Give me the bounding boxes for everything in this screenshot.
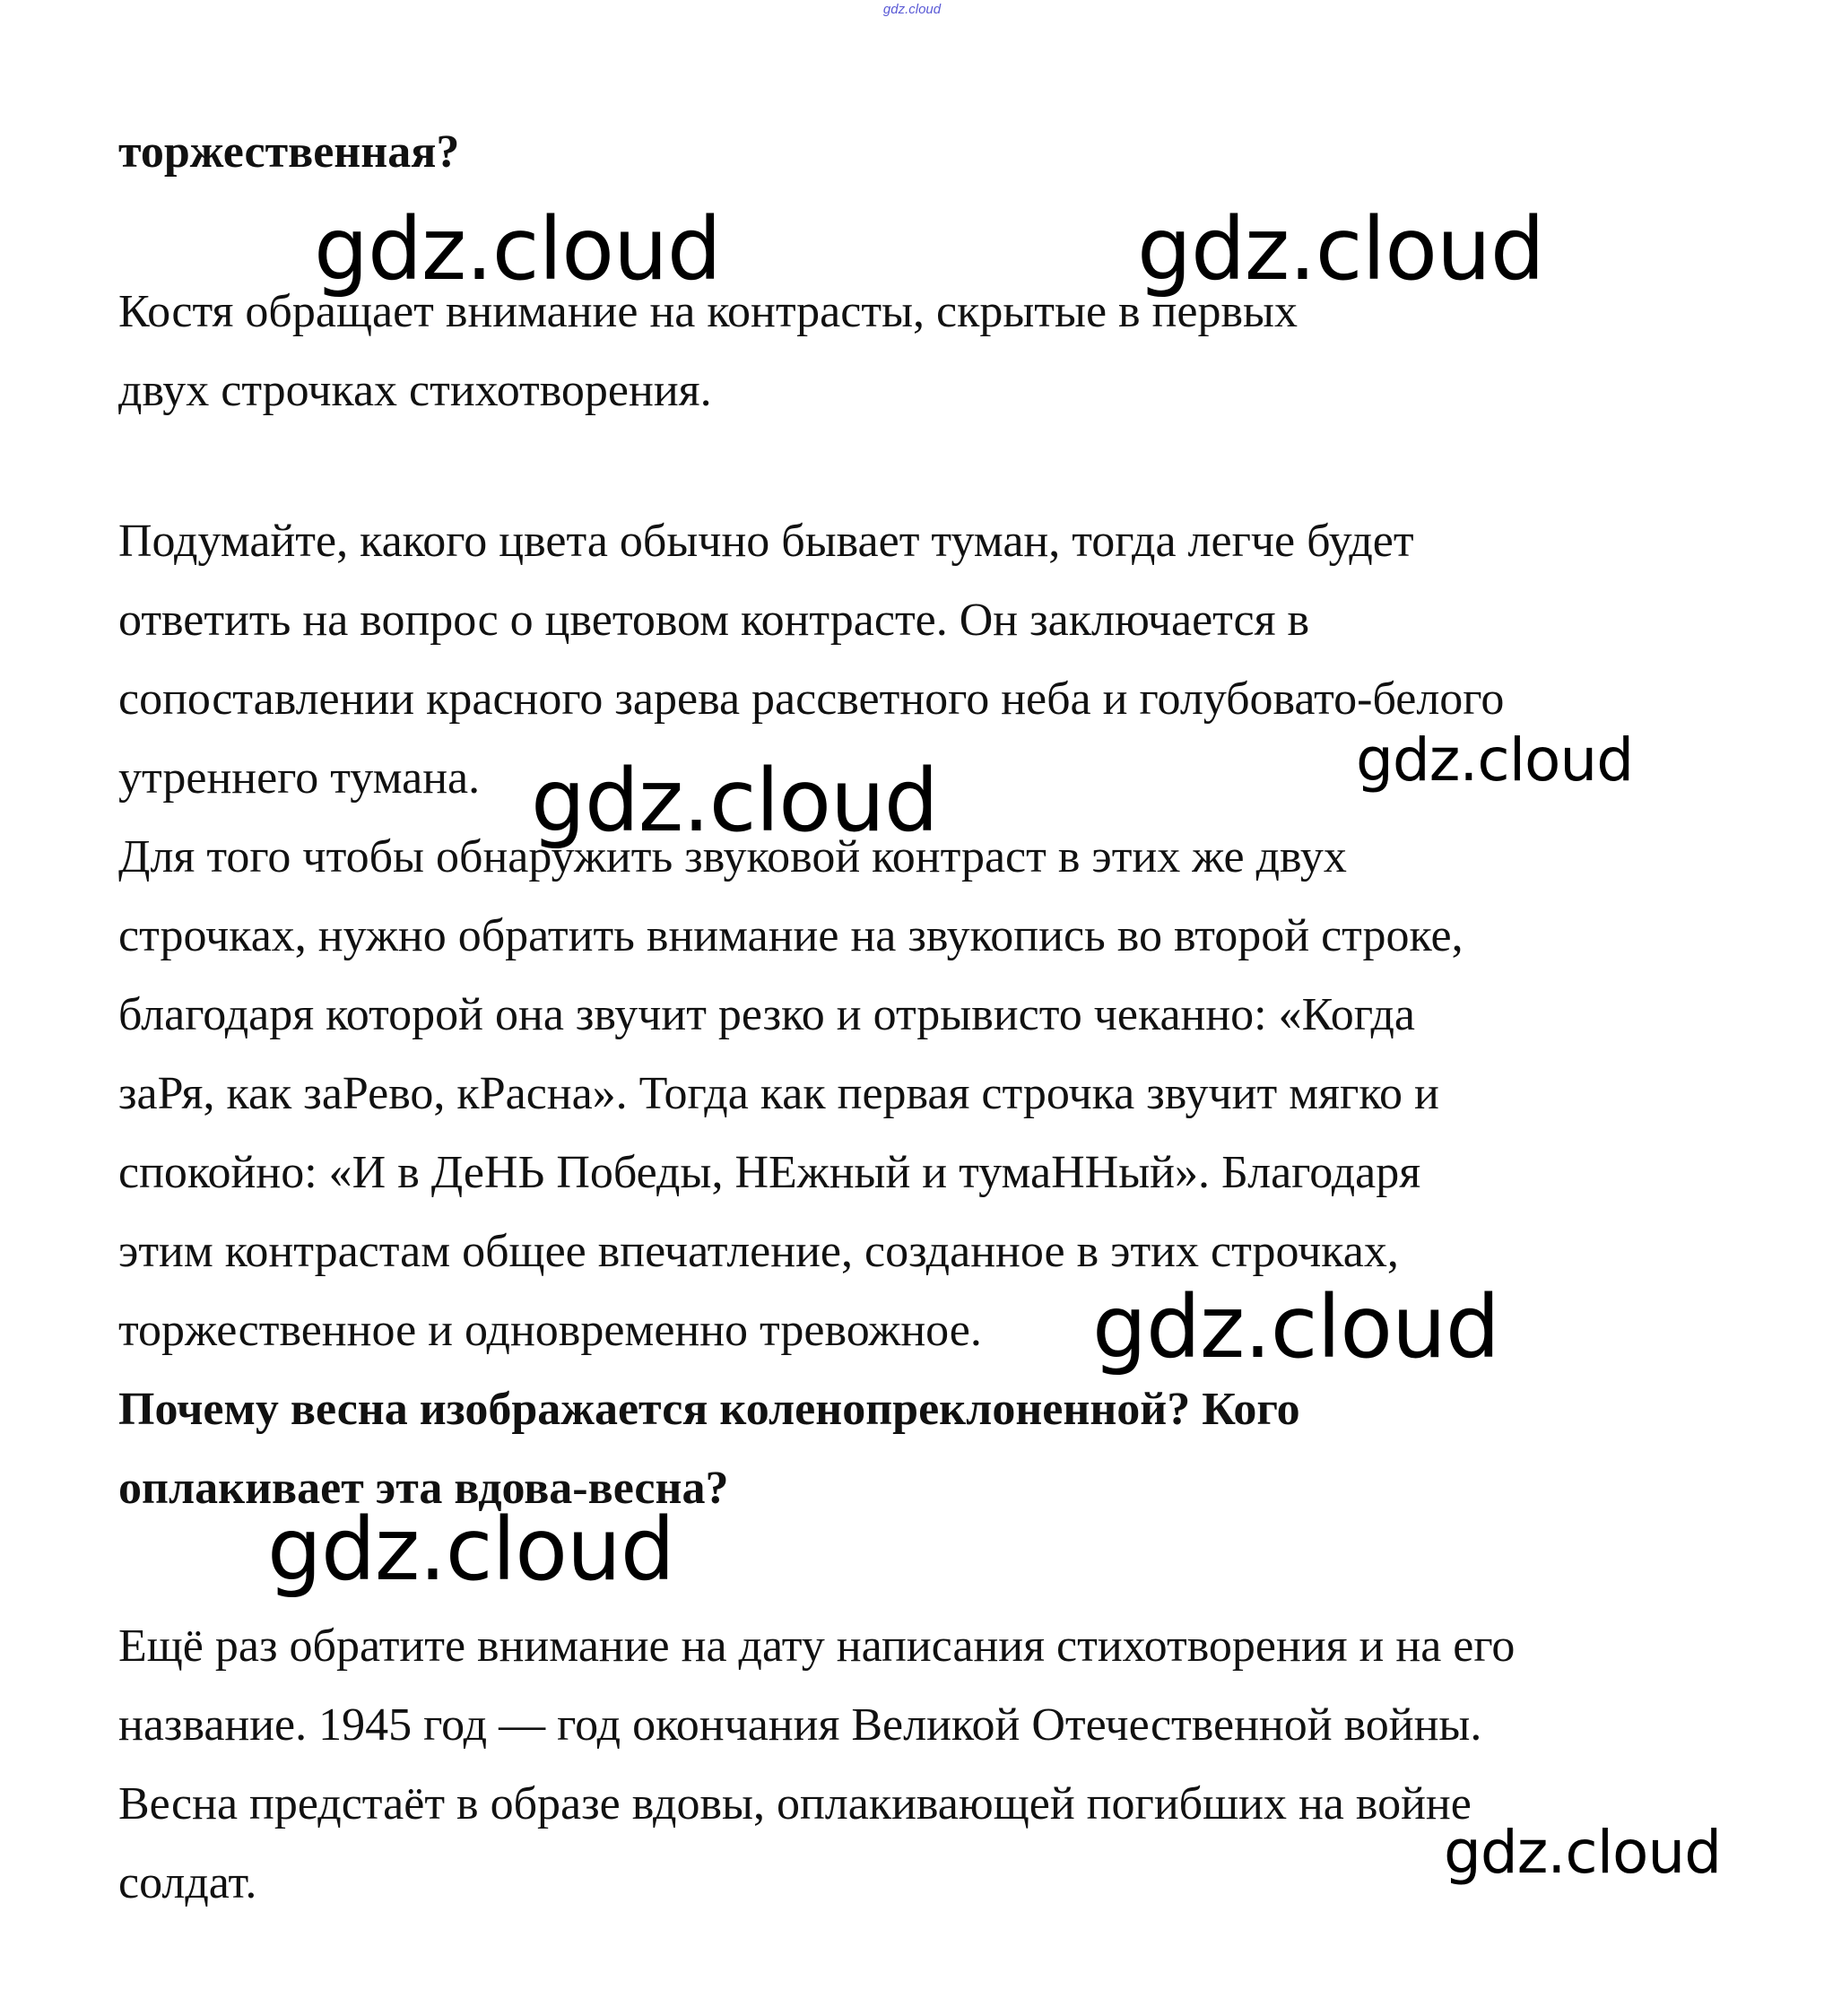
answer-3-line-4: солдат. [118,1857,257,1908]
watermark: gdz.cloud [314,199,721,300]
answer-2-line-5: Для того чтобы обнаружить звуковой контраст в этих же двух [118,831,1347,882]
watermark: gdz.cloud [1137,199,1544,300]
answer-3-line-2: название. 1945 год — год окончания Великой Отечественной войны. [118,1699,1482,1751]
question-2-line-1: Почему весна изображается коленопреклоненной? Кого [118,1384,1300,1435]
answer-3-line-3: Весна предстаёт в образе вдовы, оплакивающей погибших на войне [118,1778,1472,1829]
answer-2-line-10: этим контрастам общее впечатление, созданное в этих строчках, [118,1226,1399,1277]
answer-2-line-7: благодаря которой она звучит резко и отрывисто чеканно: «Когда [118,989,1415,1040]
answer-2-line-11: торжественное и одновременно тревожное. [118,1305,982,1356]
answer-1-line-1: Костя обращает внимание на контрасты, скрытые в первых [118,286,1298,337]
question-2-line-2: оплакивает эта вдова-весна? [118,1463,729,1514]
answer-2-line-8: заРя, как заРево, кРасна». Тогда как первая строчка звучит мягко и [118,1068,1439,1119]
watermark: gdz.cloud [1444,1818,1722,1887]
answer-1-line-2: двух строчках стихотворения. [118,365,712,416]
answer-2-line-2: ответить на вопрос о цветовом контрасте. Он заключается в [118,595,1310,646]
answer-2-line-6: строчках, нужно обратить внимание на звукопись во второй строке, [118,910,1464,961]
answer-2-line-3: сопоставлении красного зарева рассветного неба и голубовато-белого [118,673,1505,725]
answer-2-line-4: утреннего тумана. [118,752,481,804]
answer-2-line-1: Подумайте, какого цвета обычно бывает туман, тогда легче будет [118,516,1414,567]
watermark: gdz.cloud [531,751,938,851]
answer-3-line-1: Ещё раз обратите внимание на дату написания стихотворения и на его [118,1621,1516,1672]
question-1-tail: торжественная? [118,126,460,178]
watermark: gdz.cloud [267,1499,674,1600]
header-watermark: gdz.cloud [882,2,942,17]
watermark: gdz.cloud [1356,726,1634,795]
answer-2-line-9: спокойно: «И в ДеНЬ Победы, НЕжный и тумаННый». Благодаря [118,1147,1421,1198]
watermark: gdz.cloud [1092,1277,1499,1377]
